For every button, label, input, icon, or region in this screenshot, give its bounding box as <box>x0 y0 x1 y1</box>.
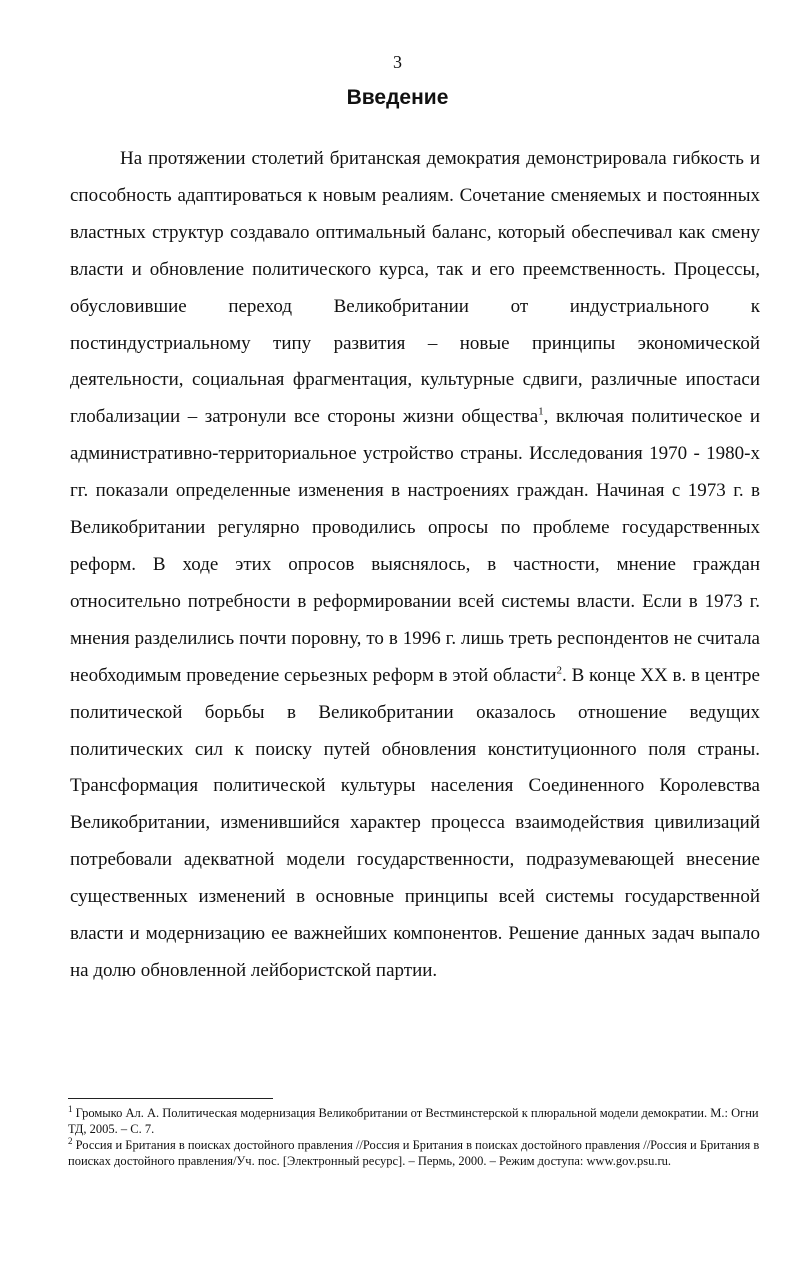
page-number: 3 <box>393 52 402 72</box>
footnote-text-1: Громыко Ал. А. Политическая модернизация Великобритании от Вестминстерской к плюральной модели демократии. М.: Огни ТД, 2005. – С. 7. <box>68 1106 759 1136</box>
body-text-part-3: . В конце XX в. в центре политической борьбы в Великобритании оказалось отношение ведущих политических сил к поиску путей обновления конституционного поля страны. Трансформация политической культуры населения Соединенного Королевства Великобритании, изменившийся характер процесса взаимодействия цивилизаций потребовали адекватной модели государственности, подразумевающей внесение существенных изменений в основные принципы всей системы государственной власти и модернизацию ее важнейших компонентов. Решение данных задач выпало на долю обновленной лейбористской партии. <box>70 664 760 981</box>
body-paragraph <box>70 141 760 990</box>
footnote-1 <box>68 1105 768 1137</box>
footnote-text-2: Россия и Британия в поисках достойного правления //Россия и Британия в поисках достойного правления //Россия и Британия в поисках достойного правления/Уч. пос. [Электронный ресурс]. – Пермь, 2000. – Режим доступа: www.gov.psu.ru. <box>68 1138 760 1168</box>
footnote-mark-2: 2 <box>68 1135 73 1146</box>
footnote-ref-1: 1 <box>538 406 544 419</box>
footnotes <box>68 1105 768 1169</box>
footnote-2 <box>68 1137 768 1169</box>
footnote-separator <box>68 1098 273 1099</box>
body-text-part-2: , включая политическое и административно-территориальное устройство страны. Исследования 1970 - 1980-х гг. показали определенные изменения в настроениях граждан. Начиная с 1973 г. в Великобритании регулярно проводились опросы по проблеме государственных реформ. В ходе этих опросов выяснялось, в частности, мнение граждан относительно потребности в реформировании всей системы власти. Если в 1973 г. мнения разделились почти поровну, то в 1996 г. лишь треть респондентов не считала необходимым проведение серьезных реформ в этой области <box>70 406 760 686</box>
footnote-mark-1: 1 <box>68 1103 73 1114</box>
page-title: Введение <box>346 86 449 109</box>
body-text-part-1: На протяжении столетий британская демократия демонстрировала гибкость и способность адаптироваться к новым реалиям. Сочетание сменяемых и постоянных властных структур создавало оптимальный баланс, который обеспечивал как смену власти и обновление политического курса, так и его преемственность. Процессы, обусловившие переход Великобритании от индустриального к постиндустриальному типу развития – новые принципы экономической деятельности, социальная фрагментация, культурные сдвиги, различные ипостаси глобализации – затронули все стороны жизни общества <box>70 148 760 428</box>
footnote-ref-2: 2 <box>556 664 563 677</box>
